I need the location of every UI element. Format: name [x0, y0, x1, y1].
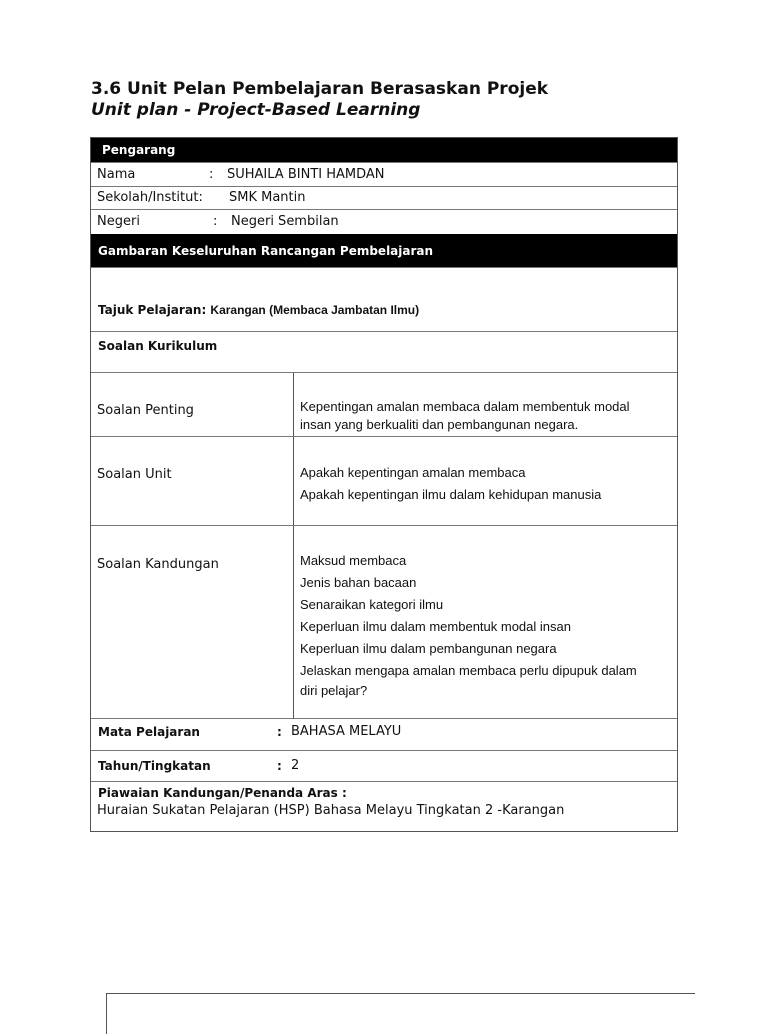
document-title: 3.6 Unit Pelan Pembelajaran Berasaskan Projek — [91, 79, 549, 99]
mata-pelajaran-value: BAHASA MELAYU — [291, 724, 402, 739]
nama-label: Nama — [97, 167, 136, 182]
gambaran-header — [91, 234, 677, 268]
soalan-unit-label: Soalan Unit — [97, 467, 172, 482]
tahun-tingkatan-row — [91, 751, 677, 782]
piawaian-label: Piawaian Kandungan/Penanda Aras : — [98, 786, 347, 800]
piawaian-row — [91, 782, 677, 832]
negeri-row — [91, 210, 677, 234]
soalan-kurikulum-label: Soalan Kurikulum — [98, 339, 218, 353]
negeri-value: Negeri Sembilan — [231, 214, 339, 229]
tahun-tingkatan-separator: : — [277, 759, 282, 773]
sekolah-value: SMK Mantin — [229, 190, 306, 205]
negeri-separator: : — [213, 214, 218, 229]
text-line: diri pelajar? — [300, 683, 368, 698]
text-line: Keperluan ilmu dalam pembangunan negara — [300, 641, 557, 656]
soalan-unit-row — [91, 437, 677, 526]
soalan-penting-label: Soalan Penting — [97, 403, 194, 418]
tajuk-line — [98, 303, 419, 318]
soalan-kurikulum-row — [91, 332, 677, 373]
sekolah-label: Sekolah/Institut: — [97, 190, 203, 205]
unit-plan-table — [90, 137, 678, 832]
column-divider — [293, 437, 294, 525]
text-line: Maksud membaca — [300, 553, 407, 568]
tajuk-row — [91, 268, 677, 332]
next-table-edge — [106, 993, 695, 1034]
pengarang-header — [91, 138, 677, 163]
soalan-penting-row — [91, 373, 677, 437]
soalan-penting-text — [300, 398, 630, 434]
gambaran-header-label: Gambaran Keseluruhan Rancangan Pembelajaran — [98, 244, 434, 258]
mata-pelajaran-label: Mata Pelajaran — [98, 725, 200, 739]
tajuk-value: Karangan (Membaca Jambatan Ilmu) — [210, 303, 420, 317]
nama-separator: : — [209, 167, 214, 182]
piawaian-value: Huraian Sukatan Pelajaran (HSP) Bahasa Melayu Tingkatan 2 -Karangan — [97, 803, 565, 818]
soalan-kandungan-text — [300, 550, 637, 700]
soalan-unit-text — [300, 462, 601, 506]
tahun-tingkatan-value: 2 — [291, 758, 300, 773]
text-line: Keperluan ilmu dalam membentuk modal insan — [300, 619, 571, 634]
column-divider — [293, 526, 294, 718]
tajuk-label: Tajuk Pelajaran: — [98, 303, 207, 317]
text-line: Senaraikan kategori ilmu — [300, 597, 444, 612]
pengarang-header-label: Pengarang — [102, 143, 176, 157]
text-line: Apakah kepentingan ilmu dalam kehidupan manusia — [300, 487, 602, 502]
mata-pelajaran-separator: : — [277, 725, 282, 739]
soalan-kandungan-row — [91, 526, 677, 719]
text-line: Jenis bahan bacaan — [300, 575, 417, 590]
column-divider — [293, 373, 294, 436]
text-line: Jelaskan mengapa amalan membaca perlu dipupuk dalam — [300, 663, 637, 678]
text-line: Kepentingan amalan membaca dalam membentuk modal — [300, 399, 630, 414]
text-line: Apakah kepentingan amalan membaca — [300, 465, 526, 480]
sekolah-row — [91, 187, 677, 210]
soalan-kandungan-label: Soalan Kandungan — [97, 557, 219, 572]
tahun-tingkatan-label: Tahun/Tingkatan — [98, 759, 211, 773]
nama-row — [91, 163, 677, 187]
document-subtitle: Unit plan - Project-Based Learning — [91, 100, 421, 120]
mata-pelajaran-row — [91, 719, 677, 751]
negeri-label: Negeri — [97, 214, 140, 229]
text-line: insan yang berkualiti dan pembangunan negara. — [300, 417, 579, 432]
nama-value: SUHAILA BINTI HAMDAN — [227, 167, 385, 182]
